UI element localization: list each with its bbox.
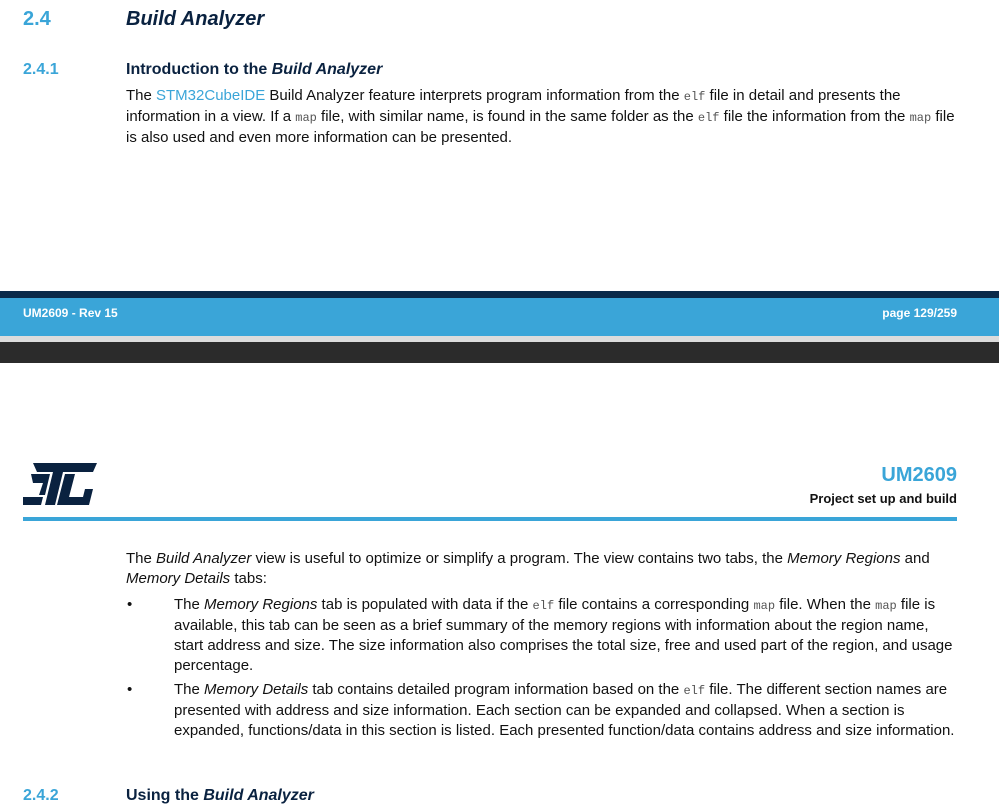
header-subtitle: Project set up and build — [809, 491, 957, 506]
bullet-icon: • — [127, 681, 133, 698]
section-title-emphasis: Build Analyzer — [203, 787, 314, 804]
text: The — [126, 87, 157, 104]
section-number-2-4: 2.4 — [23, 8, 51, 30]
footer-page-number: page 129/259 — [882, 306, 957, 320]
bullet-icon: • — [127, 596, 133, 613]
section-title-using-build-analyzer — [126, 787, 314, 805]
text: file. When the — [775, 596, 876, 613]
text: file is also used and even more information can be presented. — [126, 108, 955, 146]
code-map: map — [753, 599, 776, 613]
code-elf: elf — [683, 90, 706, 104]
emphasis: Memory Regions — [204, 596, 318, 613]
code-elf: elf — [532, 599, 555, 613]
code-map: map — [875, 599, 897, 613]
section-title-prefix: Using the — [126, 787, 204, 804]
intro-paragraph — [126, 86, 958, 148]
text: tab contains detailed program information based on the — [308, 681, 684, 698]
text: tabs: — [230, 570, 267, 587]
bullet-item-memory-regions — [127, 595, 958, 676]
footer-doc-revision: UM2609 - Rev 15 — [23, 306, 118, 320]
text: tab is populated with data if the — [317, 596, 533, 613]
emphasis: Memory Regions — [787, 550, 901, 567]
emphasis: Memory Details — [126, 570, 231, 587]
text: file, with similar name, is found in the same folder as the — [316, 108, 698, 125]
text: The — [174, 681, 205, 698]
text: Build Analyzer feature interprets program information from the — [265, 87, 684, 104]
page-footer — [0, 298, 999, 336]
code-map: map — [909, 111, 932, 125]
build-analyzer-view-paragraph — [126, 549, 958, 589]
text: file is available, this tab can be seen as a brief summary of the memory regions with information about the region name, start address and size. The size information also comprises the total size, free and used part of the region, and usage percentage. — [174, 596, 953, 674]
text: file in detail and presents the information in a view. If a — [126, 87, 901, 125]
text: The — [126, 550, 157, 567]
footer-dark-stripe — [0, 291, 999, 298]
emphasis: Build Analyzer — [156, 550, 252, 567]
text: The — [174, 596, 205, 613]
header-doc-id: UM2609 — [881, 464, 957, 486]
text: file the information from the — [719, 108, 910, 125]
section-title-prefix: Introduction to the — [126, 61, 272, 78]
bullet-item-memory-details — [127, 680, 958, 741]
code-elf: elf — [683, 684, 706, 698]
emphasis: Memory Details — [204, 681, 309, 698]
section-title-build-analyzer: Build Analyzer — [126, 8, 265, 30]
text: and — [900, 550, 930, 567]
text: file. The different section names are presented with address and size information. Each section can be expanded and collapsed. When a section is expanded, functions/data in this section is listed. Each presented function/data contains address and size information. — [174, 681, 955, 739]
code-elf: elf — [697, 111, 720, 125]
header-rule — [23, 517, 957, 521]
code-map: map — [295, 111, 317, 125]
section-number-2-4-2: 2.4.2 — [23, 787, 59, 804]
text: view is useful to optimize or simplify a program. The view contains two tabs, the — [251, 550, 788, 567]
viewer-page-separator — [0, 342, 999, 363]
section-title-introduction — [126, 61, 382, 79]
section-title-emphasis: Build Analyzer — [271, 61, 383, 78]
stm32cubeide-link[interactable]: STM32CubeIDE — [156, 87, 266, 104]
section-number-2-4-1: 2.4.1 — [23, 61, 59, 78]
text: file contains a corresponding — [554, 596, 754, 613]
st-logo-icon — [23, 463, 97, 505]
